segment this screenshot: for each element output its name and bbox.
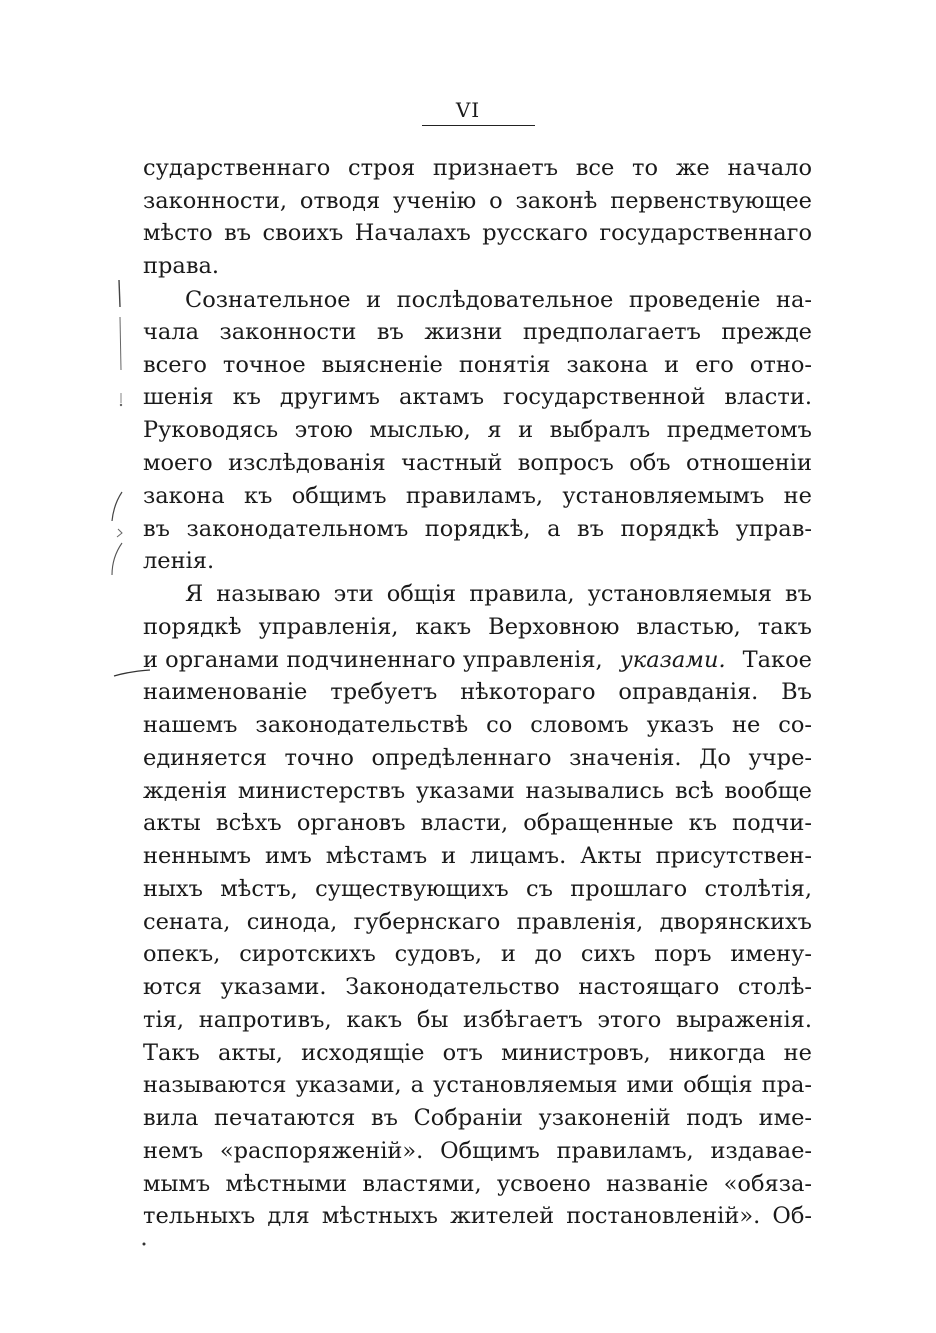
text-line: мымъ мѣстными властями, усвоено названіе «обяза- <box>143 1171 812 1197</box>
margin-stroke <box>112 492 122 521</box>
text-line: законности, отводя ученію о законѣ первенствующее <box>143 188 812 214</box>
text-line: неннымъ имъ мѣстамъ и лицамъ. Акты присутствен- <box>143 843 812 869</box>
text-line: всего точное выясненіе понятія закона и его отно- <box>143 352 812 378</box>
text-line: называются указами, а установляемыя ими общія пра- <box>143 1072 812 1098</box>
text-line: права. <box>143 253 220 279</box>
text-line: сената, синода, губернскаго правленія, дворянскихъ <box>143 909 812 935</box>
text-line: вила печатаются въ Собраніи узаконеній подъ име- <box>143 1105 812 1131</box>
text-line: нашемъ законодательствѣ со словомъ указъ не со- <box>143 712 812 738</box>
header-rule <box>422 125 535 126</box>
text-line: жденія министерствъ указами назывались всѣ вообще <box>143 778 812 804</box>
margin-dot <box>143 1243 146 1246</box>
margin-stroke <box>117 529 122 537</box>
text-line: акты всѣхъ органовъ власти, обращенные къ подчи- <box>143 810 812 836</box>
text-line: закона къ общимъ правиламъ, установляемымъ не <box>143 483 812 509</box>
margin-stroke <box>114 670 150 676</box>
text-line: мѣсто въ своихъ Началахъ русскаго государственнаго <box>143 220 812 246</box>
text-segment: и органами подчиненнаго управленія, <box>143 647 603 673</box>
text-line: чала законности въ жизни предполагаетъ прежде <box>143 319 812 345</box>
margin-dot-mark <box>140 1240 148 1248</box>
margin-stroke <box>119 280 120 307</box>
margin-dot <box>120 404 122 406</box>
text-line: Я называю эти общія правила, установляемыя въ <box>185 581 812 607</box>
margin-underline-mark <box>112 668 152 682</box>
text-line: ленія. <box>143 548 215 574</box>
text-line: порядкѣ управленія, какъ Верховною властью, такъ <box>143 614 812 640</box>
text-line: немъ «распоряженій». Общимъ правиламъ, издавае- <box>143 1138 812 1164</box>
text-line: шенія къ другимъ актамъ государственной власти. <box>143 384 812 410</box>
text-line-with-emphasis <box>143 644 812 676</box>
margin-stroke <box>112 543 122 575</box>
text-line: Руководясь этою мыслью, я и выбралъ предметомъ <box>143 417 812 443</box>
emphasized-word: указами. <box>619 647 726 673</box>
text-line: Сознательное и послѣдовательное проведеніе на- <box>185 287 812 313</box>
text-line: ются указами. Законодательство настоящаго столѣ- <box>143 974 812 1000</box>
text-line: Такъ акты, исходящіе отъ министровъ, никогда не <box>143 1040 812 1066</box>
page-number: VI <box>455 98 481 122</box>
text-line: ныхъ мѣстъ, существующихъ съ прошлаго столѣтія, <box>143 876 812 902</box>
text-line: опекъ, сиротскихъ судовъ, и до сихъ поръ имену- <box>143 941 812 967</box>
text-line: моего изслѣдованія частный вопросъ объ отношеніи <box>143 450 812 476</box>
margin-pencil-marks <box>100 275 140 605</box>
text-line: въ законодательномъ порядкѣ, а въ порядкѣ управ- <box>143 516 812 542</box>
text-line: сударственнаго строя признаетъ все то же начало <box>143 155 812 181</box>
text-line: тельныхъ для мѣстныхъ жителей постановленій». Об- <box>143 1203 812 1229</box>
text-line: тія, напротивъ, какъ бы избѣгаетъ этого выраженія. <box>143 1007 812 1033</box>
text-line: единяется точно опредѣленнаго значенія. До учре- <box>143 745 812 771</box>
text-line: наименованіе требуетъ нѣкотораго оправданія. Въ <box>143 679 812 705</box>
margin-stroke <box>120 317 121 370</box>
text-segment: Такое <box>742 647 812 673</box>
